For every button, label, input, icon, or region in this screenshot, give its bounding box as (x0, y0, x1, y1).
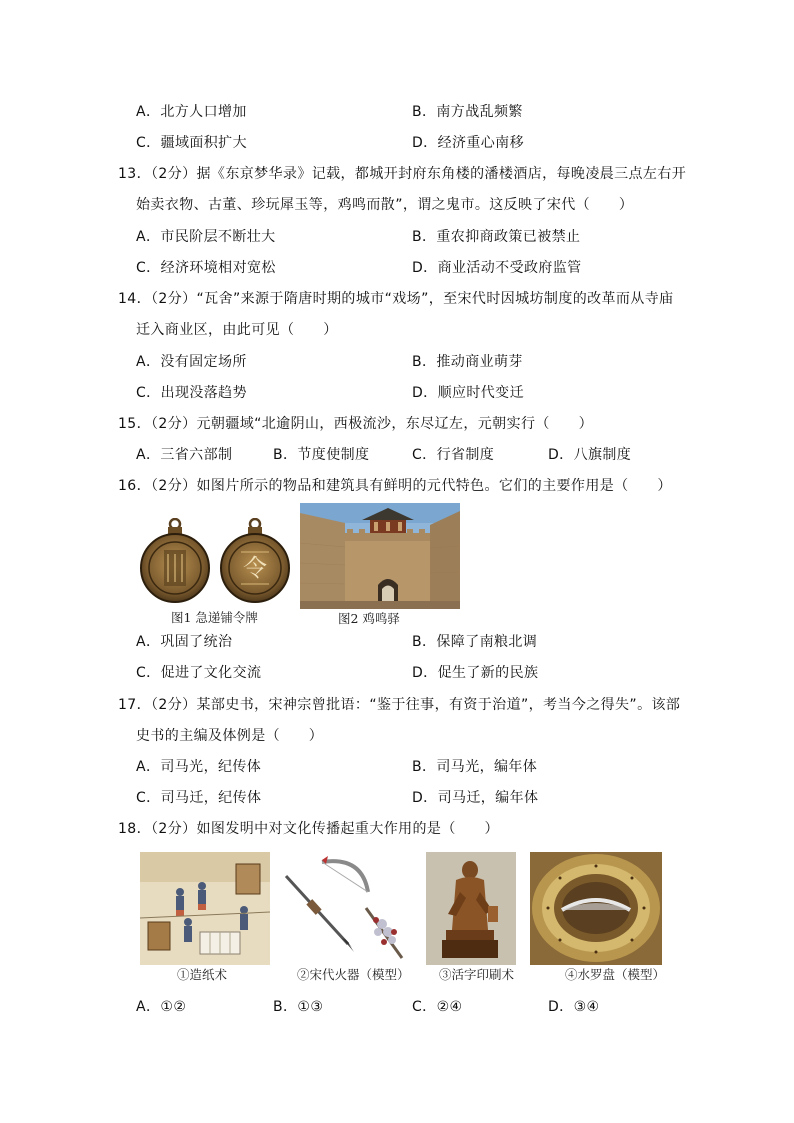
q12-option-b: B．南方战乱频繁 (412, 104, 523, 120)
q14-option-a: A．没有固定场所 (136, 354, 247, 370)
song-firearms-image (282, 852, 412, 965)
q13-stem-line-1: 13．（2分）据《东京梦华录》记载，都城开封府东角楼的潘楼酒店，每晚凌晨三点左右开 (118, 166, 687, 182)
q18-stem-line-1: 18．（2分）如图发明中对文化传播起重大作用的是（ ） (118, 821, 499, 837)
jidipu-token-image (138, 518, 298, 608)
q16-stem-line-1: 16．（2分）如图片所示的物品和建筑具有鲜明的元代特色。它们的主要作用是（ ） (118, 478, 672, 494)
q14-option-c: C．出现没落趋势 (136, 385, 247, 401)
q14-stem-line-2: 迁入商业区，由此可见（ ） (136, 322, 338, 338)
q14-stem-line-1: 14．（2分）“瓦舍”来源于隋唐时期的城市“戏场”，至宋代时因城坊制度的改革而从寺庙 (118, 291, 674, 307)
q13-option-d: D．商业活动不受政府监管 (412, 260, 582, 276)
q18-option-c: C．②④ (412, 999, 463, 1015)
q13-option-a: A．市民阶层不断壮大 (136, 229, 276, 245)
q15-option-c: C．行省制度 (412, 447, 495, 463)
q13-stem-line-2: 始卖衣物、古董、珍玩犀玉等，鸡鸣而散”，谓之鬼市。这反映了宋代（ ） (136, 197, 634, 213)
q18-option-b: B．①③ (273, 999, 324, 1015)
q16-option-d: D．促生了新的民族 (412, 665, 539, 681)
q17-stem-line-1: 17．（2分）某部史书，宋神宗曾批语：“鉴于往事，有资于治道”，考当今之得失”。该部 (118, 697, 681, 713)
q12-option-a: A．北方人口增加 (136, 104, 247, 120)
q17-stem-line-2: 史书的主编及体例是（ ） (136, 728, 324, 744)
figure-1-caption: 图1 急递铺令牌 (171, 610, 258, 625)
q18-option-a: A．①② (136, 999, 187, 1015)
q12-option-d: D．经济重心南移 (412, 135, 524, 151)
papermaking-image (140, 852, 270, 965)
q16-option-b: B．保障了南粮北调 (412, 634, 538, 650)
water-compass-image (530, 852, 662, 965)
q17-option-b: B．司马光，编年体 (412, 759, 538, 775)
q16-option-a: A．巩固了统治 (136, 634, 233, 650)
q14-option-d: D．顺应时代变迁 (412, 385, 524, 401)
q17-option-c: C．司马迁，纪传体 (136, 790, 262, 806)
token-character: 令 (243, 554, 267, 582)
q18-option-d: D．③④ (548, 999, 600, 1015)
q13-option-c: C．经济环境相对宽松 (136, 260, 276, 276)
q17-option-a: A．司马光，纪传体 (136, 759, 262, 775)
movable-type-caption: ③活字印刷术 (439, 967, 515, 982)
water-compass-caption: ④水罗盘（模型） (565, 967, 666, 982)
q15-option-d: D．八旗制度 (548, 447, 632, 463)
papermaking-caption: ①造纸术 (177, 967, 228, 982)
q13-option-b: B．重农抑商政策已被禁止 (412, 229, 581, 245)
q12-option-c: C．疆域面积扩大 (136, 135, 247, 151)
jiming-post-station-image (300, 503, 460, 609)
q15-stem-line-1: 15．（2分）元朝疆域“北逾阴山，西极流沙，东尽辽左，元朝实行（ ） (118, 416, 593, 432)
movable-type-image (426, 852, 516, 965)
q17-option-d: D．司马迁，编年体 (412, 790, 539, 806)
firearms-caption: ②宋代火器（模型） (297, 967, 410, 982)
q14-option-b: B．推动商业萌芽 (412, 354, 523, 370)
q16-option-c: C．促进了文化交流 (136, 665, 262, 681)
q15-option-a: A．三省六部制 (136, 447, 233, 463)
figure-2-caption: 图2 鸡鸣驿 (338, 611, 400, 626)
q15-option-b: B．节度使制度 (273, 447, 370, 463)
